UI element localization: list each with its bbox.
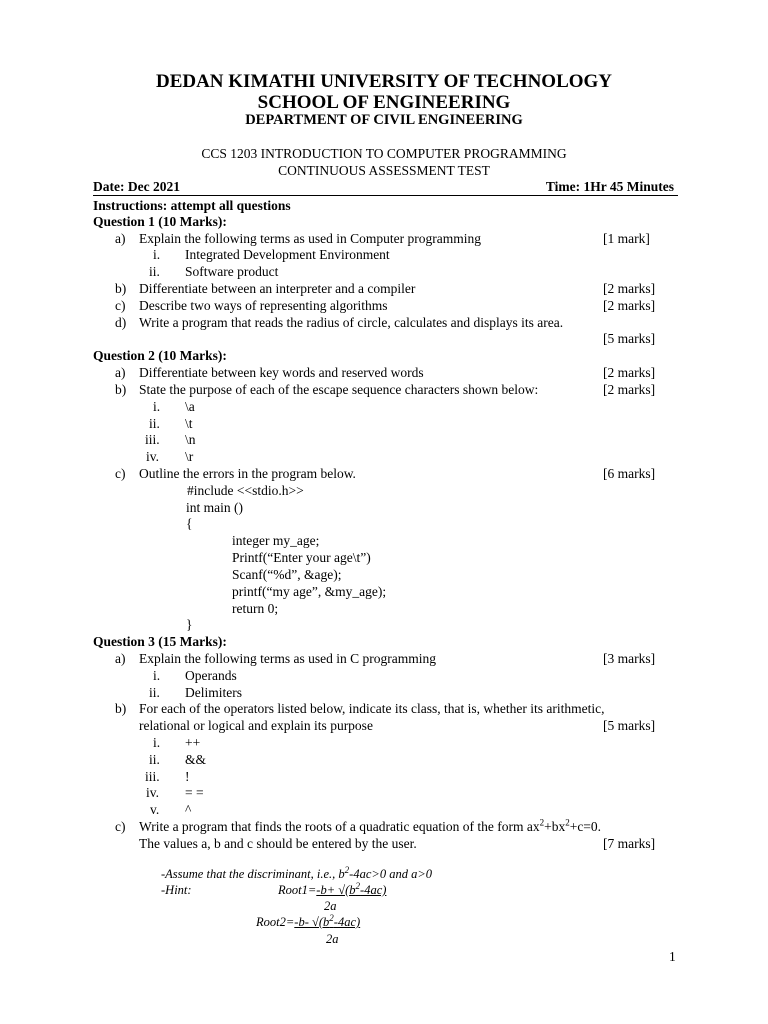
q1b-label: b) bbox=[115, 281, 127, 296]
university-title: DEDAN KIMATHI UNIVERSITY OF TECHNOLOGY bbox=[155, 71, 613, 92]
q3b-text: relational or logical and explain its purpose bbox=[139, 718, 373, 733]
q2c-text: Outline the errors in the program below. bbox=[139, 466, 356, 481]
root1-formula: Root1=-b+ $√(b^2-4ac)$ bbox=[278, 880, 387, 897]
q1d-label: d) bbox=[115, 315, 127, 330]
q2b-sub-text: \t bbox=[185, 416, 193, 431]
q3b-sub-text: ^ bbox=[185, 802, 192, 817]
q2b-sub-num: iii. bbox=[145, 432, 160, 447]
q3b-sub-num: i. bbox=[153, 735, 161, 750]
q3b-sub-num: v. bbox=[150, 802, 160, 817]
q2b-text: State the purpose of each of the escape sequence characters shown below: bbox=[139, 382, 539, 397]
q2b-marks: [2 marks] bbox=[603, 382, 656, 397]
code-line: Printf(“Enter your age\t”) bbox=[232, 550, 371, 565]
q1a-text: Explain the following terms as used in Computer programming bbox=[139, 231, 481, 246]
q1c-label: c) bbox=[115, 298, 126, 313]
q3b-sub-text: ! bbox=[185, 769, 190, 784]
code-line: return 0; bbox=[232, 601, 279, 616]
question-1-title: Question 1 (10 Marks): bbox=[93, 214, 227, 229]
q1a-sub-text: Integrated Development Environment bbox=[185, 247, 390, 262]
school-title: SCHOOL OF ENGINEERING bbox=[257, 92, 511, 113]
q3c-label: c) bbox=[115, 819, 126, 834]
q3b-sub-text: = = bbox=[185, 785, 204, 800]
root2-denominator: 2a bbox=[326, 932, 339, 946]
q3c-marks: [7 marks] bbox=[603, 836, 656, 851]
q3b-label: b) bbox=[115, 701, 127, 716]
q3b-text: For each of the operators listed below, indicate its class, that is, whether its arithmetic, bbox=[139, 701, 605, 716]
q3a-label: a) bbox=[115, 651, 126, 666]
department-title: DEPARTMENT OF CIVIL ENGINEERING bbox=[245, 112, 523, 128]
q3b-sub-num: ii. bbox=[149, 752, 160, 767]
hint-label: -Hint: bbox=[161, 883, 192, 897]
q3b-sub-text: ++ bbox=[185, 735, 201, 750]
instructions: Instructions: attempt all questions bbox=[93, 198, 291, 213]
code-line: { bbox=[186, 516, 193, 531]
q2b-sub-text: \n bbox=[185, 432, 196, 447]
exam-date: Date: Dec 2021 bbox=[93, 179, 180, 194]
code-line: Scanf(“%d”, &age); bbox=[232, 567, 342, 582]
exam-time: Time: 1Hr 45 Minutes bbox=[545, 179, 674, 194]
q2c-label: c) bbox=[115, 466, 126, 481]
q2a-marks: [2 marks] bbox=[603, 365, 656, 380]
q3b-sub-num: iii. bbox=[145, 769, 160, 784]
q2b-sub-num: iv. bbox=[146, 449, 159, 464]
question-2-title: Question 2 (10 Marks): bbox=[93, 348, 227, 363]
code-line: #include <<stdio.h>> bbox=[187, 483, 304, 498]
q1d-text: Write a program that reads the radius of circle, calculates and displays its area. bbox=[139, 315, 564, 330]
q3a-sub-num: ii. bbox=[149, 685, 160, 700]
header-rule bbox=[93, 195, 678, 196]
q3c-text: Write a program that finds the roots of a quadratic equation of the form $ax^2+bx^2+c=0$. bbox=[139, 817, 602, 834]
q2b-sub-text: \a bbox=[185, 399, 195, 414]
q3c-text: The values a, b and c should be entered by the user. bbox=[139, 836, 417, 851]
q1b-text: Differentiate between an interpreter and a compiler bbox=[139, 281, 416, 296]
question-3-title: Question 3 (15 Marks): bbox=[93, 634, 227, 649]
q3b-sub-text: && bbox=[185, 752, 207, 767]
code-line: int main () bbox=[186, 500, 243, 515]
q3a-sub-num: i. bbox=[153, 668, 161, 683]
q2b-label: b) bbox=[115, 382, 127, 397]
q3a-sub-text: Delimiters bbox=[185, 685, 242, 700]
q1a-sub-num: i. bbox=[153, 247, 161, 262]
q1a-sub-text: Software product bbox=[185, 264, 279, 279]
q1a-sub-num: ii. bbox=[149, 264, 160, 279]
code-line: integer my_age; bbox=[232, 533, 320, 548]
q1d-marks: [5 marks] bbox=[603, 331, 656, 346]
course-title: CCS 1203 INTRODUCTION TO COMPUTER PROGRAMMING bbox=[201, 146, 567, 161]
q1a-marks: [1 mark] bbox=[603, 231, 650, 246]
q3a-marks: [3 marks] bbox=[603, 651, 656, 666]
q1a-label: a) bbox=[115, 231, 126, 246]
q3b-marks: [5 marks] bbox=[603, 718, 656, 733]
q1c-text: Describe two ways of representing algorithms bbox=[139, 298, 388, 313]
q2b-sub-num: i. bbox=[153, 399, 161, 414]
q3b-sub-num: iv. bbox=[146, 785, 159, 800]
root2-formula: Root2=-b- $√(b^2-4ac)$ bbox=[256, 912, 361, 929]
q2a-text: Differentiate between key words and reserved words bbox=[139, 365, 424, 380]
assumption-note: -Assume that the discriminant, i.e., $b^2-4ac>0$ and a>0 bbox=[161, 864, 433, 881]
code-line: } bbox=[186, 617, 193, 632]
q2b-sub-text: \r bbox=[185, 449, 194, 464]
root1-denominator: 2a bbox=[324, 899, 337, 913]
test-title: CONTINUOUS ASSESSMENT TEST bbox=[278, 163, 490, 178]
q1b-marks: [2 marks] bbox=[603, 281, 656, 296]
q2a-label: a) bbox=[115, 365, 126, 380]
q2c-marks: [6 marks] bbox=[603, 466, 656, 481]
page-number: 1 bbox=[669, 949, 676, 964]
q2b-sub-num: ii. bbox=[149, 416, 160, 431]
code-line: printf(“my age”, &my_age); bbox=[232, 584, 387, 599]
q1c-marks: [2 marks] bbox=[603, 298, 656, 313]
q3a-sub-text: Operands bbox=[185, 668, 237, 683]
q3a-text: Explain the following terms as used in C programming bbox=[139, 651, 436, 666]
